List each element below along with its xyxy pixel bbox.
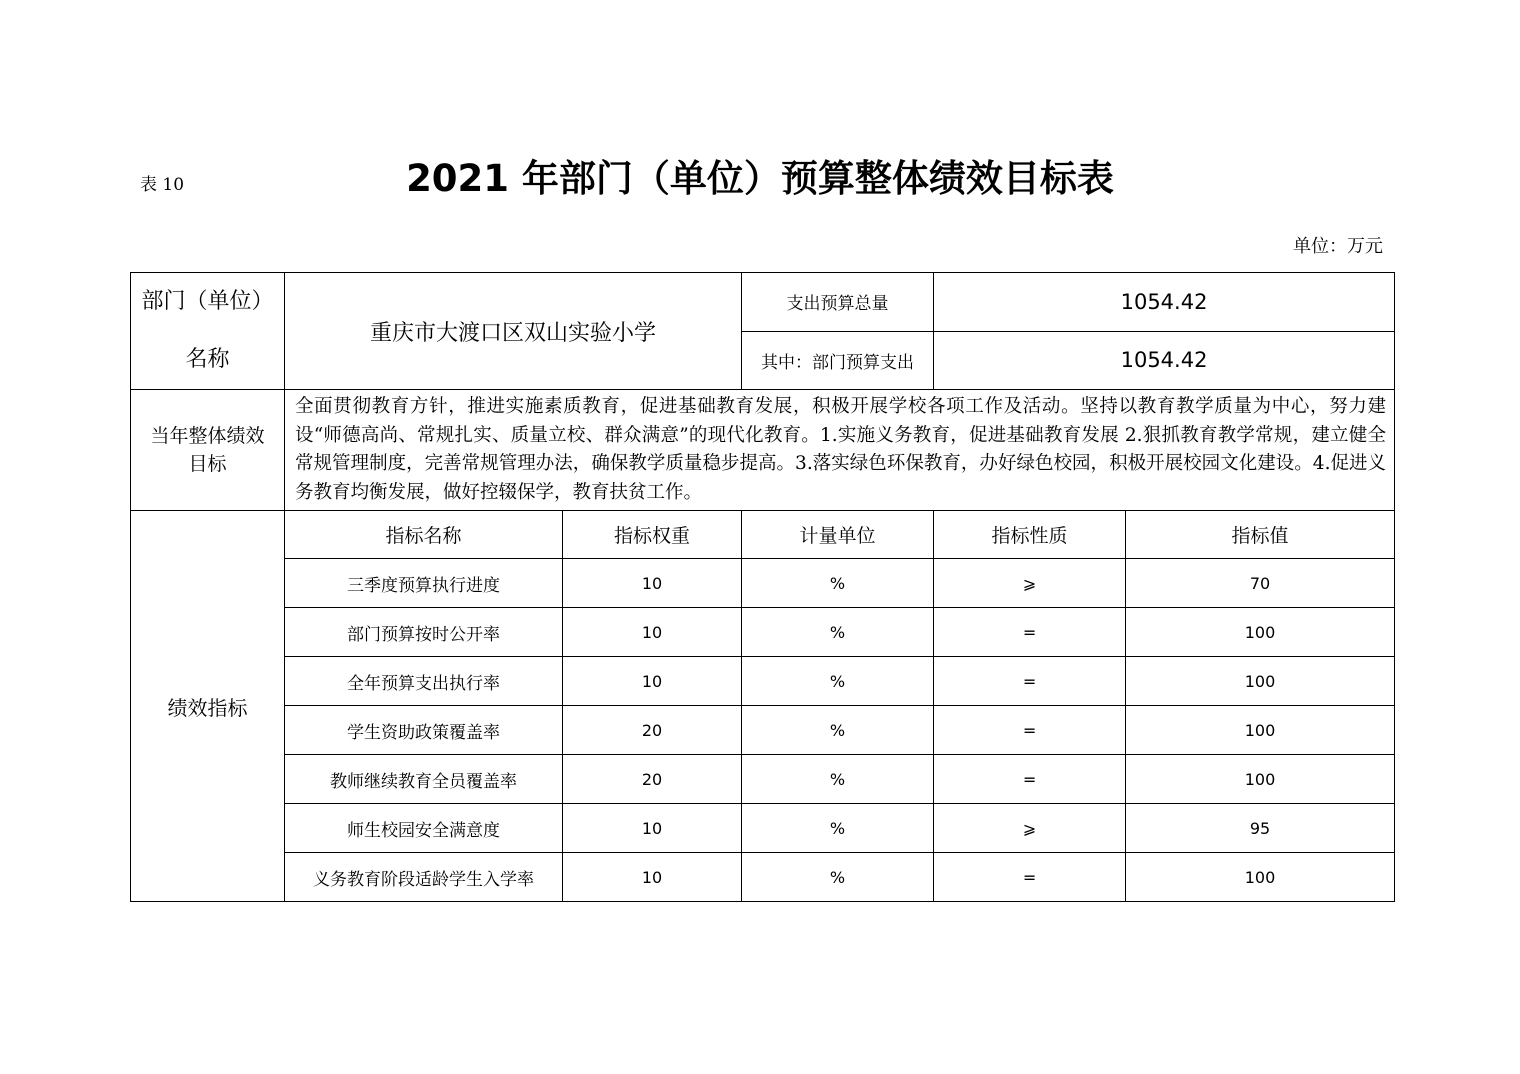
- table-row: [131, 657, 1395, 706]
- dept-name: 重庆市大渡口区双山实验小学: [285, 273, 742, 390]
- indicator-name: 义务教育阶段适龄学生入学率: [285, 853, 563, 902]
- indicator-weight: 10: [563, 608, 742, 657]
- indicator-name: 三季度预算执行进度: [285, 559, 563, 608]
- dept-label-line2: 名称: [185, 347, 230, 372]
- indicator-value: 70: [1126, 559, 1395, 608]
- indicator-weight: 20: [563, 755, 742, 804]
- performance-target-table: [130, 272, 1395, 902]
- indicator-nature: =: [934, 755, 1126, 804]
- indicator-value: 95: [1126, 804, 1395, 853]
- goal-row: [131, 390, 1395, 511]
- indicator-unit: %: [742, 804, 934, 853]
- indicator-unit: %: [742, 657, 934, 706]
- indicator-weight: 10: [563, 804, 742, 853]
- indicator-nature: ⩾: [934, 559, 1126, 608]
- indicator-nature: ⩾: [934, 804, 1126, 853]
- header-indicator-weight: 指标权重: [563, 511, 742, 559]
- unit-label: 单位：万元: [1293, 236, 1383, 257]
- goal-label-cell: [131, 390, 285, 511]
- table-row: [131, 559, 1395, 608]
- indicator-value: 100: [1126, 755, 1395, 804]
- total-budget-value: 1054.42: [934, 273, 1395, 332]
- indicator-name: 教师继续教育全员覆盖率: [285, 755, 563, 804]
- total-budget-label: 支出预算总量: [742, 273, 934, 332]
- indicator-nature: =: [934, 853, 1126, 902]
- indicator-value: 100: [1126, 853, 1395, 902]
- dept-label-line1: 部门（单位）: [141, 289, 274, 314]
- indicator-name: 全年预算支出执行率: [285, 657, 563, 706]
- table-number: 表 10: [140, 175, 185, 195]
- indicator-unit: %: [742, 706, 934, 755]
- table-row: [131, 608, 1395, 657]
- indicator-name: 师生校园安全满意度: [285, 804, 563, 853]
- indicator-unit: %: [742, 755, 934, 804]
- indicator-value: 100: [1126, 657, 1395, 706]
- table-row: [131, 853, 1395, 902]
- header-indicator-value: 指标值: [1126, 511, 1395, 559]
- table-row: [131, 706, 1395, 755]
- indicator-weight: 20: [563, 706, 742, 755]
- indicator-weight: 10: [563, 657, 742, 706]
- indicator-name: 部门预算按时公开率: [285, 608, 563, 657]
- indicator-name: 学生资助政策覆盖率: [285, 706, 563, 755]
- goal-label-line1: 当年整体绩效: [150, 425, 265, 447]
- indicator-weight: 10: [563, 559, 742, 608]
- goal-text: 全面贯彻教育方针，推进实施素质教育，促进基础教育发展，积极开展学校各项工作及活动。坚持以教育教学质量为中心，努力建设“师德高尚、常规扎实、质量立校、群众满意”的现代化教育。1.实施义务教育，促进基础教育发展 2.狠抓教育教学常规，建立健全常规管理制度，完善常规管理办法，确保教学质量稳步提高。3.落实绿色环保教育，办好绿色校园，积极开展校园文化建设。4.促进义务教育均衡发展，做好控辍保学，教育扶贫工作。: [285, 390, 1395, 511]
- indicator-header-row: [131, 511, 1395, 559]
- indicator-unit: %: [742, 608, 934, 657]
- indicator-nature: =: [934, 706, 1126, 755]
- indicator-unit: %: [742, 559, 934, 608]
- dept-row-1: [131, 273, 1395, 332]
- table-row: [131, 755, 1395, 804]
- indicator-value: 100: [1126, 706, 1395, 755]
- indicator-nature: =: [934, 657, 1126, 706]
- header-indicator-nature: 指标性质: [934, 511, 1126, 559]
- dept-label-cell: [131, 273, 285, 390]
- goal-label-line2: 目标: [188, 453, 227, 475]
- table-row: [131, 804, 1395, 853]
- indicator-nature: =: [934, 608, 1126, 657]
- indicator-unit: %: [742, 853, 934, 902]
- page-title: 2021 年部门（单位）预算整体绩效目标表: [406, 157, 1114, 200]
- dept-budget-label: 其中：部门预算支出: [742, 331, 934, 390]
- indicators-section-label: 绩效指标: [131, 511, 285, 902]
- header-indicator-name: 指标名称: [285, 511, 563, 559]
- header-measure-unit: 计量单位: [742, 511, 934, 559]
- indicator-weight: 10: [563, 853, 742, 902]
- indicator-value: 100: [1126, 608, 1395, 657]
- dept-budget-value: 1054.42: [934, 331, 1395, 390]
